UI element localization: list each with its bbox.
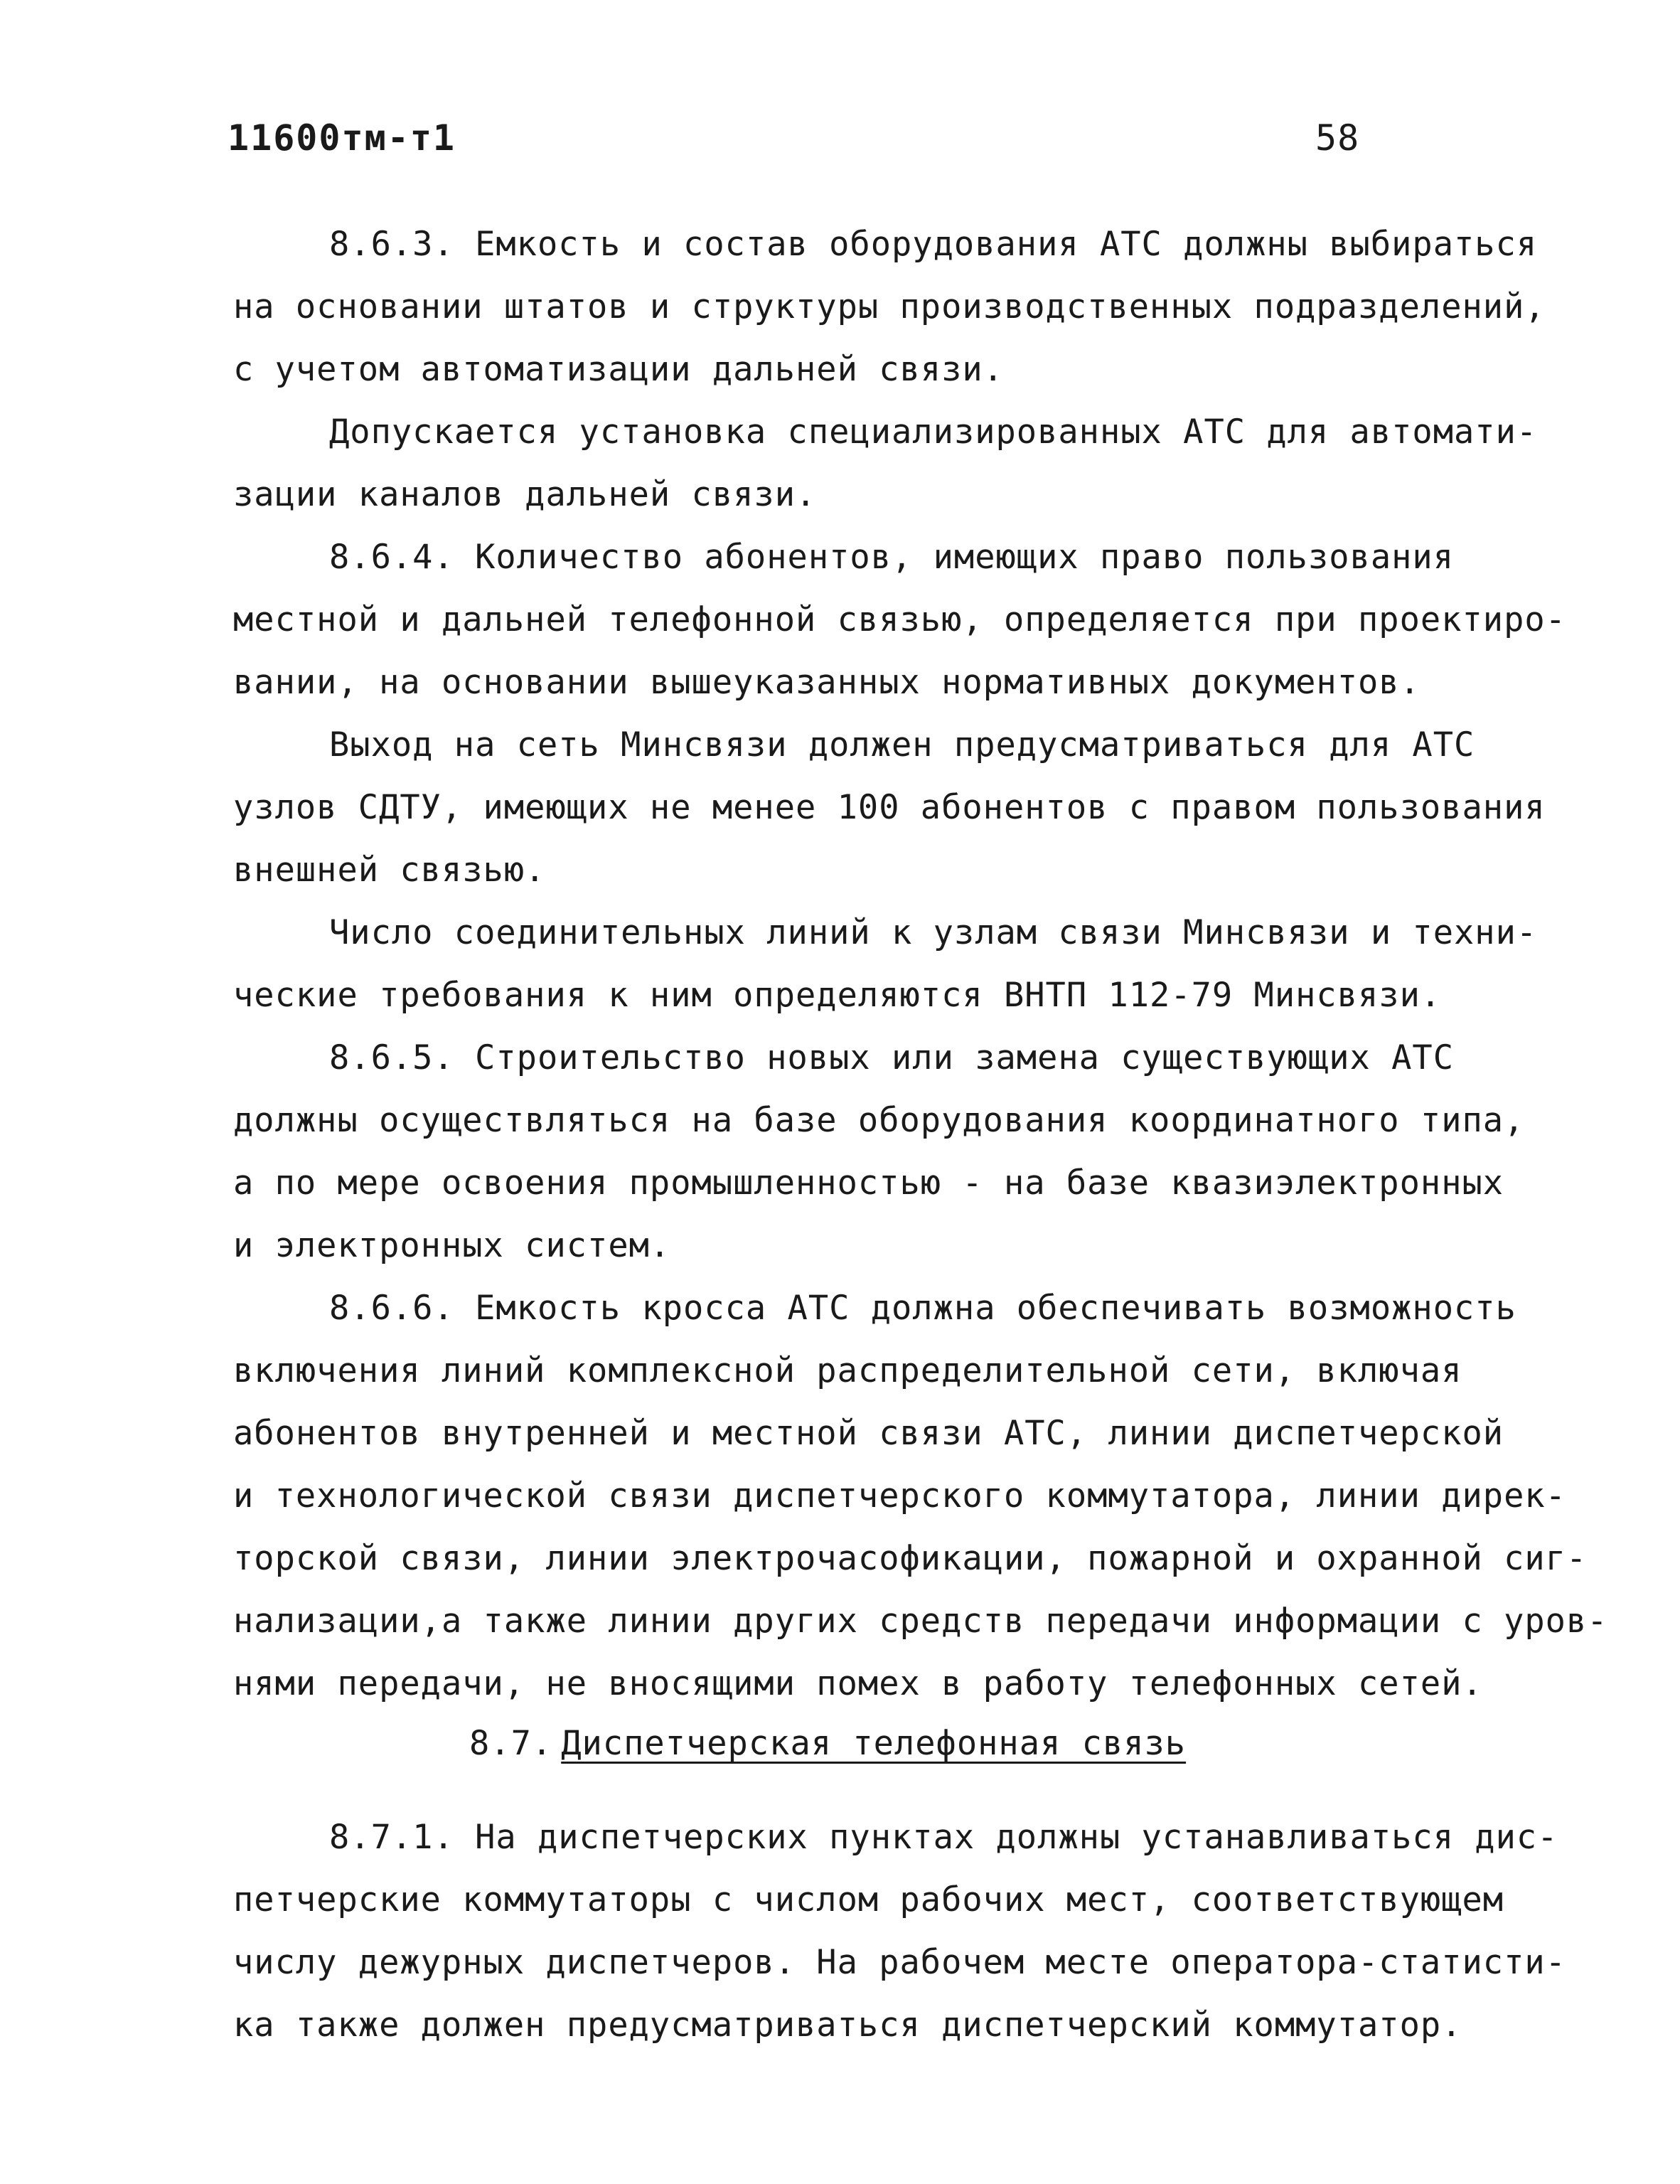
text-line: Допускается установка специализированных АТС для автомати- [329, 412, 1538, 452]
text-line: 8.7.1. На диспетчерских пунктах должны устанавливаться дис- [329, 1818, 1558, 1857]
text-line: нями передачи, не вносящими помех в работу телефонных сетей. [233, 1664, 1483, 1703]
text-line: с учетом автоматизации дальней связи. [233, 350, 1004, 389]
text-line: 8.6.4. Количество абонентов, имеющих право пользования [329, 538, 1455, 577]
text-line: петчерские коммутаторы с числом рабочих мест, соответствующем [233, 1880, 1504, 1919]
text-line: а по мере освоения промышленностью - на базе квазиэлектронных [233, 1163, 1504, 1203]
text-block-8-6 [233, 213, 1608, 1715]
text-line: на основании штатов и структуры производственных подразделений, [233, 287, 1546, 326]
text-line: узлов СДТУ, имеющих не менее 100 абонентов с правом пользования [233, 788, 1546, 827]
text-line: нализации,а также линии других средств передачи информации с уров- [233, 1602, 1608, 1641]
text-line: включения линий комплексной распределительной сети, включая [233, 1351, 1462, 1390]
text-line: и электронных систем. [233, 1226, 671, 1265]
text-line: зации каналов дальней связи. [233, 475, 817, 514]
text-line: должны осуществляться на базе оборудования координатного типа, [233, 1101, 1525, 1140]
text-block-8-7 [233, 1806, 1566, 2057]
page-number: 58 [1315, 117, 1360, 159]
text-line: Число соединительных линий к узлам связи Минсвязи и техни- [329, 913, 1538, 952]
text-line: местной и дальней телефонной связью, определяется при проектиро- [233, 600, 1566, 639]
text-line: 8.6.6. Емкость кросса АТС должна обеспечивать возможность [329, 1289, 1516, 1328]
text-line: ческие требования к ним определяются ВНТП 112-79 Минсвязи. [233, 976, 1442, 1015]
text-line: ка также должен предусматриваться диспетчерский коммутатор. [233, 2005, 1462, 2045]
text-line: 8.6.3. Емкость и состав оборудования АТС должны выбираться [329, 225, 1538, 264]
text-line: торской связи, линии электрочасофикации, пожарной и охранной сиг- [233, 1539, 1588, 1578]
section-number: 8.7. [469, 1724, 553, 1763]
text-line: вании, на основании вышеуказанных нормативных документов. [233, 663, 1420, 702]
text-line: и технологической связи диспетчерского коммутатора, линии дирек- [233, 1476, 1566, 1516]
section-title: Диспетчерская телефонная связь [561, 1724, 1187, 1763]
document-code: 11600тм-т1 [228, 117, 456, 159]
text-line: Выход на сеть Минсвязи должен предусматриваться для АТС [329, 725, 1475, 765]
text-line: абонентов внутренней и местной связи АТС, линии диспетчерской [233, 1414, 1504, 1453]
text-line: числу дежурных диспетчеров. На рабочем месте оператора-статисти- [233, 1943, 1566, 1982]
text-line: 8.6.5. Строительство новых или замена существующих АТС [329, 1038, 1455, 1077]
section-heading [469, 1712, 1186, 1775]
text-line: внешней связью. [233, 851, 546, 890]
